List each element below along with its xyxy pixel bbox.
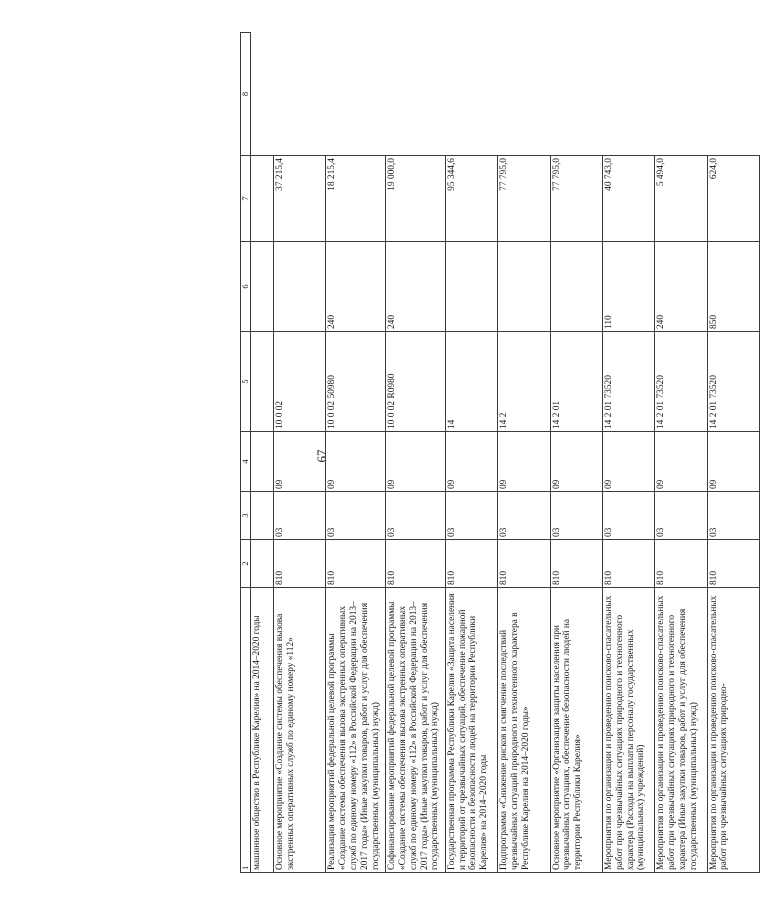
column-number: 6 xyxy=(241,242,251,332)
table-body xyxy=(251,33,760,873)
row-target-article: 14 2 01 xyxy=(550,332,602,432)
row-section xyxy=(251,492,274,540)
row-amount: 37 215,4 xyxy=(274,156,326,242)
row-description: Основное мероприятие «Создание системы обеспечения вызова экстренных оперативных служб по единому номеру «112» xyxy=(274,588,326,873)
row-description: машинное общество в Республике Карелия» на 2014–2020 годы xyxy=(251,588,274,873)
row-ministry-code: 810 xyxy=(602,540,654,588)
row-ministry-code: 810 xyxy=(326,540,386,588)
column-number: 1 xyxy=(241,588,251,873)
column-number: 4 xyxy=(241,432,251,492)
row-subsection: 09 xyxy=(386,432,446,492)
row-section: 03 xyxy=(326,492,386,540)
row-target-article: 14 xyxy=(445,332,497,432)
row-target-article: 14 2 01 73520 xyxy=(707,332,759,432)
row-subsection: 09 xyxy=(274,432,326,492)
row-description: Реализация мероприятий федеральной целевой программы «Создание системы обеспечения вызова экстренных оперативных служб по единому номеру «112» в Российской Федерации на 2013–2017 годы» (Иные закупки товаров, работ и услуг для обеспечения государственных (муниципальных) нужд) xyxy=(326,588,386,873)
column-number: 7 xyxy=(241,156,251,242)
row-expense-type xyxy=(550,242,602,332)
row-amount: 5 494,0 xyxy=(655,156,707,242)
row-description: Подпрограмма «Снижение рисков и смягчение последствий чрезвычайных ситуаций природного и техногенного характера в Республике Карелия на 2014–2020 годы» xyxy=(498,588,550,873)
row-ministry-code: 810 xyxy=(386,540,446,588)
table-row xyxy=(655,33,707,873)
row-description: Государственная программа Республики Карелия «Защита населения и территорий от чрезвычайных ситуаций, обеспечение пожарной безопасности и безопасности людей на территории Республики Карелия» на 2014–2020 годы xyxy=(445,588,497,873)
row-expense-type: 240 xyxy=(326,242,386,332)
row-ministry-code xyxy=(251,540,274,588)
row-amount: 624,0 xyxy=(707,156,759,242)
row-amount: 18 215,4 xyxy=(326,156,386,242)
row-amount: 40 743,0 xyxy=(602,156,654,242)
row-target-article: 14 2 xyxy=(498,332,550,432)
row-amount: 77 795,0 xyxy=(498,156,550,242)
row-ministry-code: 810 xyxy=(655,540,707,588)
table-row xyxy=(550,33,602,873)
budget-table-rotated xyxy=(240,33,760,873)
row-section: 03 xyxy=(655,492,707,540)
row-target-article: 14 2 01 73520 xyxy=(655,332,707,432)
row-subsection: 09 xyxy=(602,432,654,492)
table-row xyxy=(386,33,446,873)
column-number: 2 xyxy=(241,540,251,588)
row-description: Мероприятия по организации и проведению поисково-спасательных работ при чрезвычайных ситуациях природного и техногенного характера (Расходы на выплаты персоналу государственных (муниципальных) учреждений) xyxy=(602,588,654,873)
row-description: Мероприятия по организации и проведению поисково-спасательных работ при чрезвычайных ситуациях природно- xyxy=(707,588,759,873)
column-number: 8 xyxy=(241,33,251,156)
column-number-row xyxy=(241,33,251,873)
row-subsection: 09 xyxy=(498,432,550,492)
row-expense-type: 240 xyxy=(655,242,707,332)
row-description: Софинансирование мероприятий федеральной целевой программы «Создание системы обеспечения вызова экстренных оперативных служб по единому номеру «112» в Российской Федерации на 2013–2017 годы» (Иные закупки товаров, работ и услуг для обеспечения государственных (муниципальных) нужд) xyxy=(386,588,446,873)
row-subsection: 09 xyxy=(550,432,602,492)
table-row xyxy=(326,33,386,873)
row-amount xyxy=(251,156,274,242)
row-description: Основное мероприятие «Организация защиты населения при чрезвычайных ситуациях, обеспечение безопасности людей на территории Республики Карелия» xyxy=(550,588,602,873)
row-amount: 95 344,6 xyxy=(445,156,497,242)
row-subsection: 09 xyxy=(326,432,386,492)
row-subsection: 09 xyxy=(707,432,759,492)
table-row xyxy=(251,33,274,873)
table-row xyxy=(602,33,654,873)
row-expense-type: 240 xyxy=(386,242,446,332)
row-description: Мероприятия по организации и проведению поисково-спасательных работ при чрезвычайных ситуациях природного и техногенного характера (Иные закупки товаров, работ и услуг для обеспечения государственных (муниципальных) нужд) xyxy=(655,588,707,873)
row-ministry-code: 810 xyxy=(274,540,326,588)
row-expense-type xyxy=(445,242,497,332)
row-subsection: 09 xyxy=(655,432,707,492)
row-subsection xyxy=(251,432,274,492)
row-expense-type xyxy=(274,242,326,332)
page-number: 67 xyxy=(314,449,329,463)
row-section: 03 xyxy=(386,492,446,540)
table-row xyxy=(498,33,550,873)
row-target-article xyxy=(251,332,274,432)
row-expense-type: 850 xyxy=(707,242,759,332)
row-subsection: 09 xyxy=(445,432,497,492)
row-amount: 77 795,0 xyxy=(550,156,602,242)
row-ministry-code: 810 xyxy=(550,540,602,588)
row-section: 03 xyxy=(445,492,497,540)
row-section: 03 xyxy=(550,492,602,540)
row-ministry-code: 810 xyxy=(707,540,759,588)
row-target-article: 14 2 01 73520 xyxy=(602,332,654,432)
row-section: 03 xyxy=(498,492,550,540)
row-ministry-code: 810 xyxy=(498,540,550,588)
table-row xyxy=(707,33,759,873)
table-row xyxy=(445,33,497,873)
row-ministry-code: 810 xyxy=(445,540,497,588)
row-section: 03 xyxy=(274,492,326,540)
row-target-article: 10 0 02 R0980 xyxy=(386,332,446,432)
row-target-article: 10 0 02 xyxy=(274,332,326,432)
row-expense-type: 110 xyxy=(602,242,654,332)
budget-table xyxy=(240,32,760,873)
column-number: 3 xyxy=(241,492,251,540)
row-amount: 19 000,0 xyxy=(386,156,446,242)
row-section: 03 xyxy=(707,492,759,540)
row-target-article: 10 0 02 50980 xyxy=(326,332,386,432)
row-expense-type xyxy=(251,242,274,332)
row-section: 03 xyxy=(602,492,654,540)
column-number: 5 xyxy=(241,332,251,432)
table-row xyxy=(274,33,326,873)
row-expense-type xyxy=(498,242,550,332)
